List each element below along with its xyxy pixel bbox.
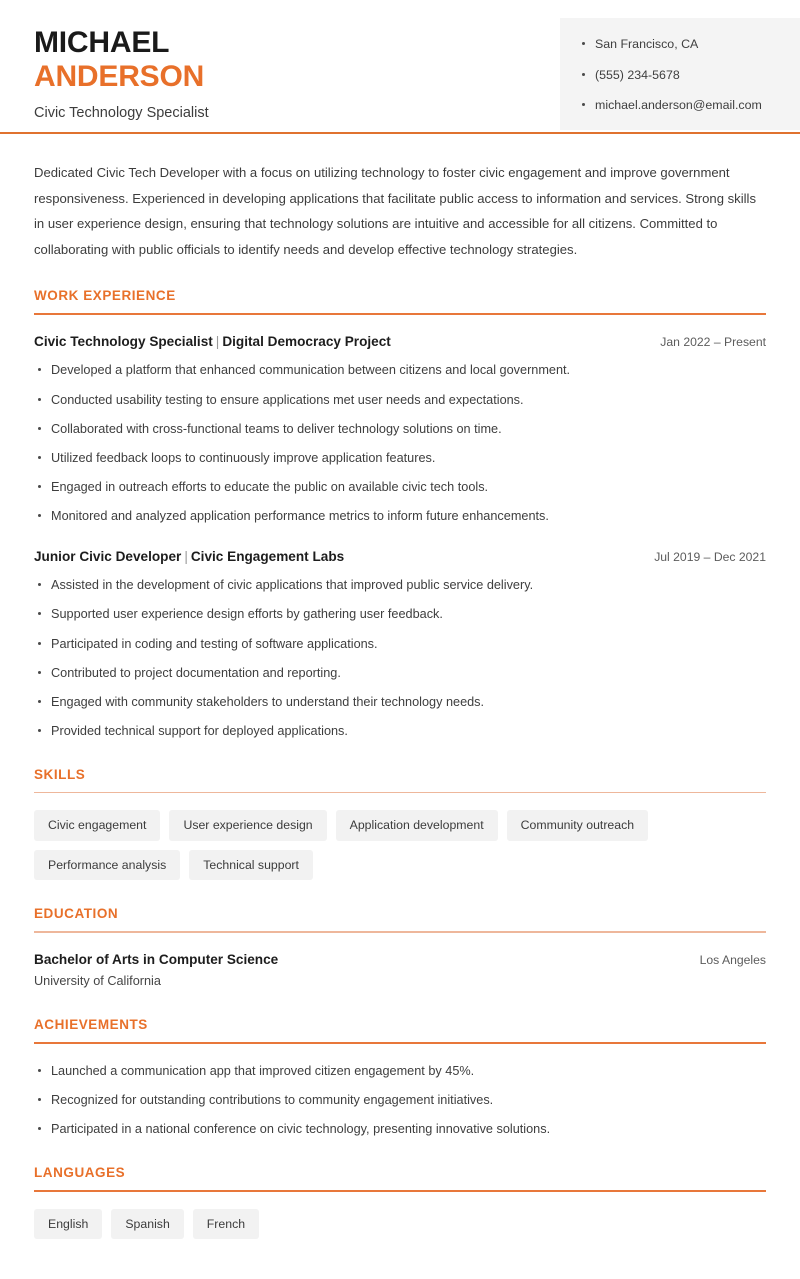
bullet-item: Engaged in outreach efforts to educate the public on available civic tech tools. <box>34 478 766 497</box>
achievement-item: Recognized for outstanding contributions to community engagement initiatives. <box>34 1091 766 1110</box>
skill-pill: Community outreach <box>507 810 648 840</box>
education-location: Los Angeles <box>699 952 766 967</box>
contact-box <box>560 18 800 130</box>
resume-content <box>0 160 800 1239</box>
experience-company: Digital Democracy Project <box>222 333 391 349</box>
experience-bullets <box>34 361 766 525</box>
section-heading-skills: SKILLS <box>34 766 86 782</box>
bullet-item: Participated in coding and testing of software applications. <box>34 635 766 654</box>
title-separator: | <box>184 548 188 564</box>
section-heading-work-experience: WORK EXPERIENCE <box>34 288 176 304</box>
section-divider-achievements <box>34 1042 766 1044</box>
section-education <box>34 906 766 991</box>
education-degree: Bachelor of Arts in Computer Science <box>34 951 279 967</box>
section-skills <box>34 767 766 880</box>
section-work-experience <box>34 288 766 741</box>
languages-list <box>34 1209 774 1239</box>
education-entry <box>34 951 766 991</box>
experience-role: Civic Technology Specialist <box>34 333 213 349</box>
section-divider-skills <box>34 792 766 794</box>
experience-company: Civic Engagement Labs <box>190 548 345 564</box>
bullet-item: Utilized feedback loops to continuously improve application features. <box>34 449 766 468</box>
experience-title <box>34 548 344 566</box>
bullet-item: Assisted in the development of civic applications that improved public service delivery. <box>34 576 766 595</box>
title-separator: | <box>215 333 220 349</box>
language-pill: English <box>34 1209 102 1239</box>
skill-pill: Performance analysis <box>34 850 180 880</box>
section-divider-education <box>34 931 766 933</box>
bullet-item: Collaborated with cross-functional teams to deliver technology solutions on time. <box>34 420 766 439</box>
achievement-item: Participated in a national conference on civic technology, presenting innovative solutions. <box>34 1120 766 1139</box>
experience-dates: Jan 2022 – Present <box>660 334 766 349</box>
skill-pill: Application development <box>336 810 498 840</box>
header-divider <box>0 132 800 134</box>
contact-location: San Francisco, CA <box>582 36 800 53</box>
bullet-item: Supported user experience design efforts by gathering user feedback. <box>34 605 766 624</box>
skill-pill: Technical support <box>189 850 313 880</box>
contact-phone: (555) 234-5678 <box>582 67 800 84</box>
identity-block <box>0 0 209 123</box>
bullet-item: Engaged with community stakeholders to understand their technology needs. <box>34 693 766 712</box>
professional-summary: Dedicated Civic Tech Developer with a focus on utilizing technology to foster civic engagement and improve government responsiveness. Experienced in developing applications that facilitate public access to information and services. Strong skills in user experience design, ensuring that technology solutions are intuitive and accessible for all citizens. Committed to collaborating with public officials to identify needs and develop effective technology strategies. <box>34 165 756 257</box>
achievement-item: Launched a communication app that improved citizen engagement by 45%. <box>34 1062 766 1081</box>
first-name: MICHAEL <box>34 26 170 59</box>
job-title: Civic Technology Specialist <box>34 105 209 122</box>
bullet-item: Conducted usability testing to ensure applications met user needs and expectations. <box>34 391 766 410</box>
experience-entry <box>34 548 766 741</box>
contact-email: michael.anderson@email.com <box>582 97 800 114</box>
skill-pill: Civic engagement <box>34 810 160 840</box>
section-divider-languages <box>34 1190 766 1192</box>
education-entry-header <box>34 951 766 969</box>
section-heading-education: EDUCATION <box>34 906 119 921</box>
experience-bullets <box>34 576 766 740</box>
section-achievements <box>34 1017 766 1139</box>
last-name: ANDERSON <box>34 59 205 93</box>
language-pill: French <box>193 1209 259 1239</box>
experience-role: Junior Civic Developer <box>34 548 182 564</box>
bullet-item: Provided technical support for deployed applications. <box>34 722 766 741</box>
experience-dates: Jul 2019 – Dec 2021 <box>654 549 766 564</box>
education-school: University of California <box>34 974 161 989</box>
experience-title <box>34 333 391 351</box>
bullet-item: Contributed to project documentation and reporting. <box>34 664 766 683</box>
section-divider-work-experience <box>34 313 766 315</box>
bullet-item: Developed a platform that enhanced communication between citizens and local government. <box>34 361 766 380</box>
skill-pill: User experience design <box>169 810 326 840</box>
experience-entry-header <box>34 333 766 351</box>
language-pill: Spanish <box>111 1209 183 1239</box>
section-heading-languages: LANGUAGES <box>34 1164 126 1180</box>
section-heading-achievements: ACHIEVEMENTS <box>34 1017 148 1033</box>
experience-entry-header <box>34 548 766 566</box>
experience-entry <box>34 333 766 526</box>
section-languages <box>34 1165 766 1239</box>
bullet-item: Monitored and analyzed application performance metrics to inform future enhancements. <box>34 507 766 526</box>
contact-list <box>582 36 800 114</box>
achievements-list <box>34 1062 766 1139</box>
skills-list <box>34 810 774 880</box>
resume-header <box>0 0 800 132</box>
